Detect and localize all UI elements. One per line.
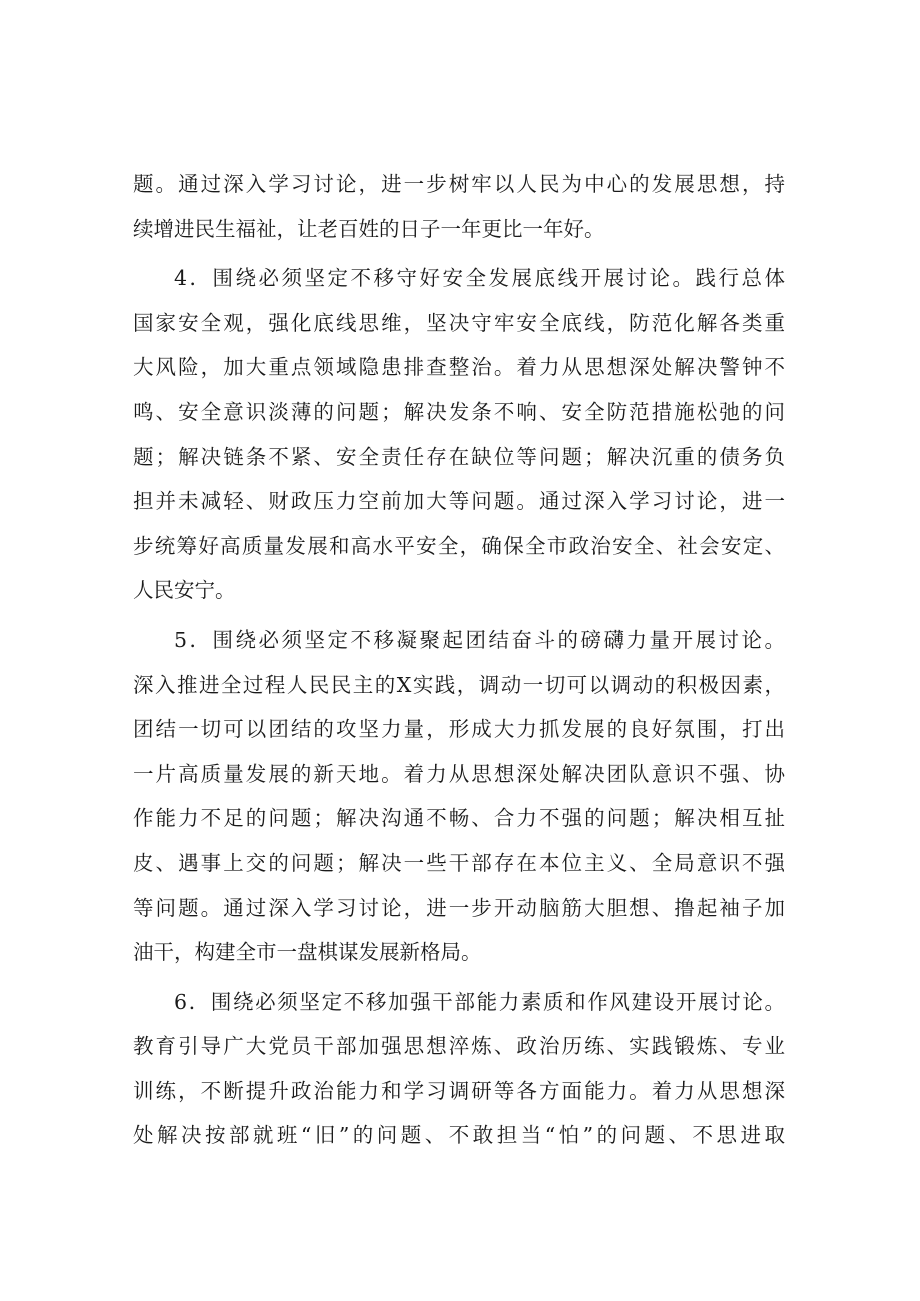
text-line: 处解决按部就班“旧”的问题、不敢担当“怕”的问题、不思进取 <box>133 1123 785 1148</box>
text-line: 皮、遇事上交的问题；解决一些干部存在本位主义、全局意识不强 <box>133 850 785 875</box>
paragraph-4 <box>133 256 785 613</box>
text-line: 一片高质量发展的新天地。着力从思想深处解决团队意识不强、协 <box>133 761 785 786</box>
text-line: 教育引导广大党员干部加强思想淬炼、政治历练、实践锻炼、专业 <box>133 1034 785 1059</box>
paragraph-3-continuation <box>133 162 785 251</box>
text-line: 题；解决链条不紧、安全责任存在缺位等问题；解决沉重的债务负 <box>133 444 785 469</box>
text-line: 6．围绕必须坚定不移加强干部能力素质和作风建设开展讨论。 <box>174 989 785 1014</box>
text-line: 题。通过深入学习讨论，进一步树牢以人民为中心的发展思想，持 <box>133 172 785 196</box>
text-line: 担并未减轻、财政压力空前加大等问题。通过深入学习讨论，进一 <box>133 489 785 514</box>
text-line: 大风险，加大重点领域隐患排查整治。着力从思想深处解决警钟不 <box>133 355 785 380</box>
text-line: 训练，不断提升政治能力和学习调研等各方面能力。着力从思想深 <box>133 1078 785 1103</box>
paragraph-5 <box>133 618 785 975</box>
paragraph-6 <box>133 980 785 1158</box>
text-line: 步统筹好高质量发展和高水平安全，确保全市政治安全、社会安定、 <box>133 533 785 558</box>
text-line: 国家安全观，强化底线思维，坚决守牢安全底线，防范化解各类重 <box>133 310 785 335</box>
text-line: 5．围绕必须坚定不移凝聚起团结奋斗的磅礴力量开展讨论。 <box>174 627 785 652</box>
text-line: 团结一切可以团结的攻坚力量，形成大力抓发展的良好氛围，打出 <box>133 717 785 742</box>
text-line: 油干，构建全市一盘棋谋发展新格局。 <box>133 940 482 965</box>
text-line: 等问题。通过深入学习讨论，进一步开动脑筋大胆想、撸起袖子加 <box>133 895 785 920</box>
text-line: 作能力不足的问题；解决沟通不畅、合力不强的问题；解决相互扯 <box>133 806 785 831</box>
text-line: 人民安宁。 <box>133 578 236 603</box>
text-line: 鸣、安全意识淡薄的问题；解决发条不响、安全防范措施松弛的问 <box>133 399 785 424</box>
text-line: 4．围绕必须坚定不移守好安全发展底线开展讨论。践行总体 <box>174 266 785 291</box>
text-line: 续增进民生福祉，让老百姓的日子一年更比一年好。 <box>133 216 605 241</box>
text-line: 深入推进全过程人民民主的X实践，调动一切可以调动的积极因素， <box>133 672 785 697</box>
document-body <box>133 162 785 1163</box>
